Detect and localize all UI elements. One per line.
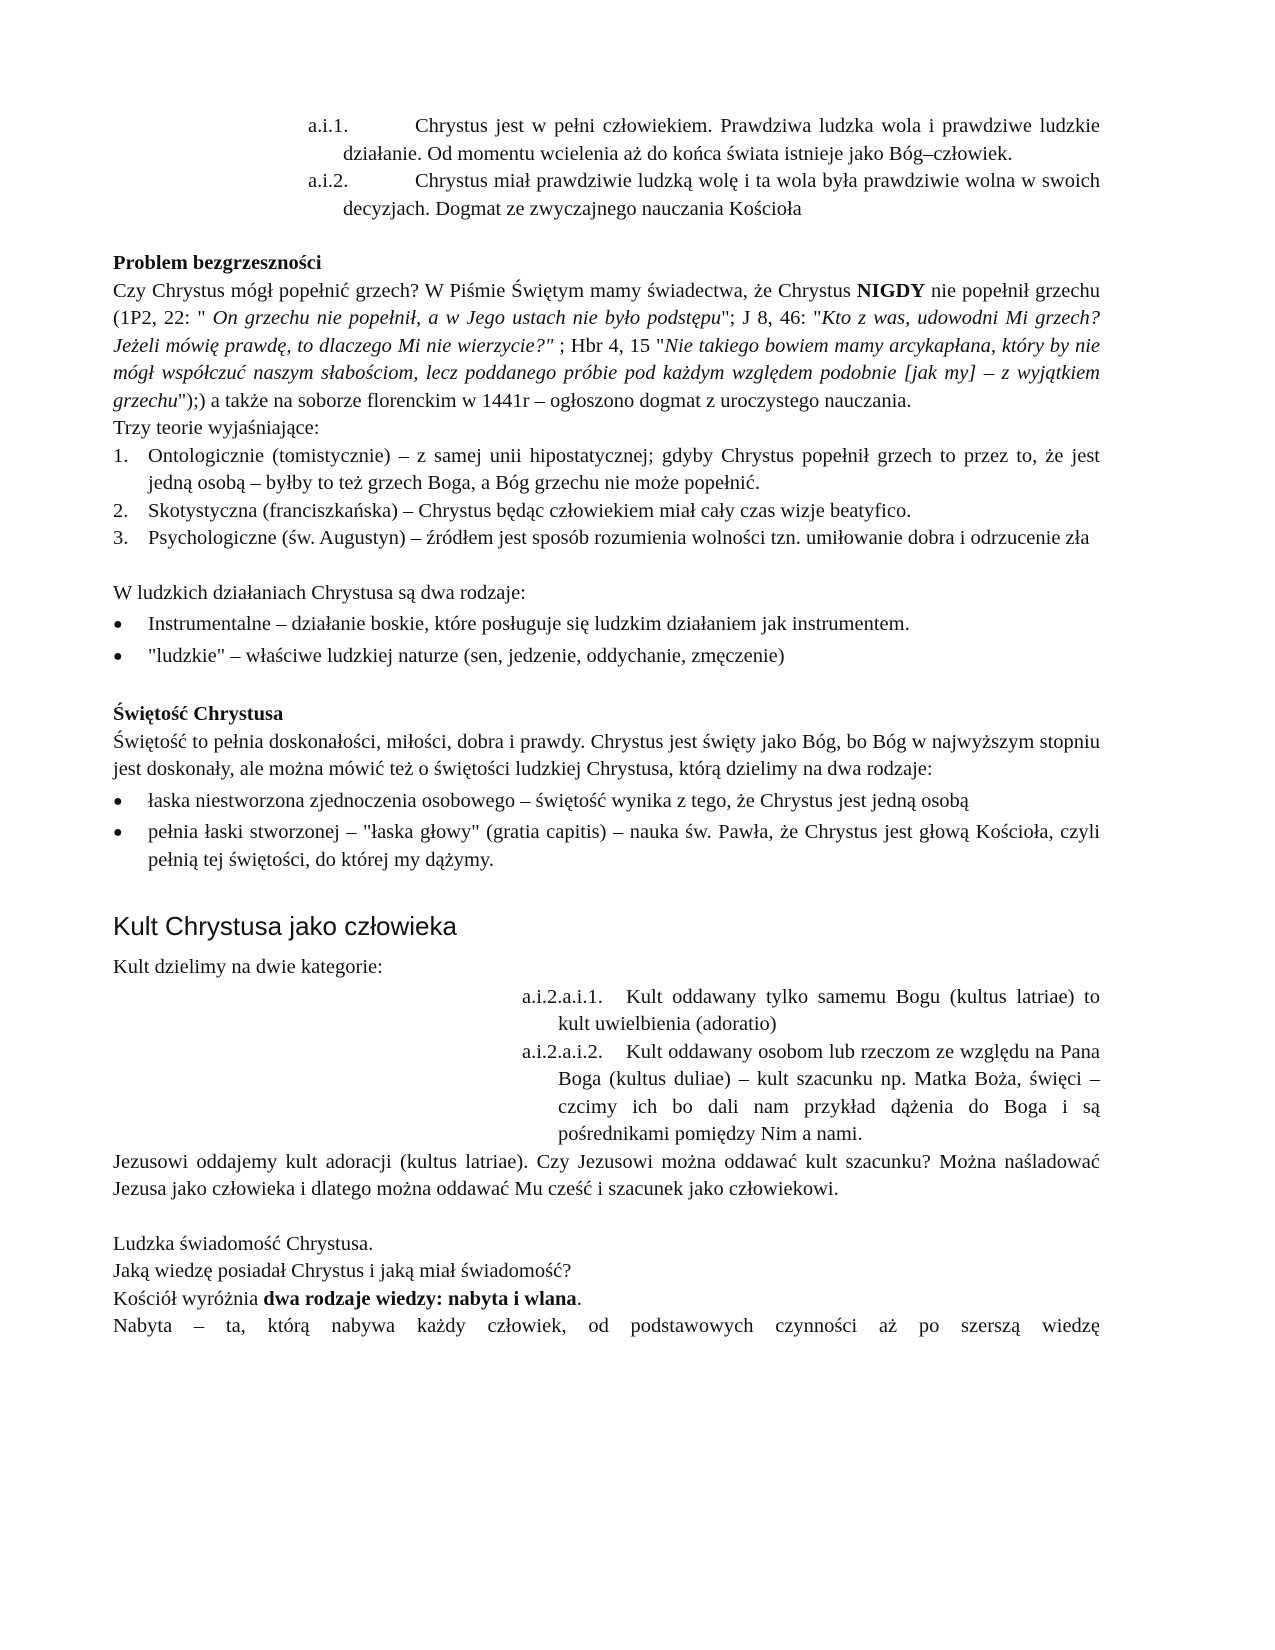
outline-item: a.i.2.a.i.2. Kult oddawany osobom lub rzeczom ze względu na Pana Boga (kultus duliae) – kult szacunku np. Matka Boża, święci – czcimy ich bo dali nam przykład dążenia do Boga i są pośrednikami pomiędzy Nim a nami. — [522, 1040, 1100, 1145]
list-item: ● pełnia łaski stworzonej – "łaska głowy" (gratia capitis) – nauka św. Pawła, że Chrystus jest głową Kościoła, czyli pełnią tej świętości, do której my dążymy. — [113, 821, 1100, 871]
section-heading: Kult Chrystusa jako człowieka — [113, 911, 457, 941]
outline-text: Chrystus jest w pełni człowiekiem. Prawdziwa ludzka wola i prawdziwe ludzkie działanie. Od momentu wcielenia aż do końca świata istnieje jako Bóg–człowiek. — [343, 115, 1100, 165]
paragraph: W ludzkich działaniach Chrystusa są dwa rodzaje: — [113, 581, 526, 604]
bullet-icon: ● — [113, 824, 123, 841]
paragraph: Nabyta – ta, którą nabywa każdy człowiek, od podstawowych czynności aż po szerszą wiedzę — [113, 1315, 1100, 1337]
paragraph: Jaką wiedzę posiadał Chrystus i jaką miał świadomość? — [113, 1260, 572, 1282]
bullet-icon: ● — [113, 792, 123, 810]
paragraph: Jezusowi oddajemy kult adoracji (kultus latriae). Czy Jezusowi można oddawać kult szacunku? Można naśladować Jezusa jako człowieka i dlatego można oddawać Mu cześć i szacunek jako człowiekowi. — [113, 1150, 1100, 1200]
outline-item — [113, 168, 1100, 223]
list-item: 1. Ontologicznie (tomistycznie) – z samej unii hipostatycznej; gdyby Chrystus popełnił grzech to przez to, że jest jedną osobą – byłby to też grzech Boga, a Bóg grzechu nie może popełnić. — [113, 444, 1100, 494]
outline-label: a.i.1. — [308, 115, 349, 137]
list-item: ● "ludzkie" – właściwe ludzkiej naturze (sen, jedzenie, oddychanie, zmęczenie) — [113, 643, 1100, 671]
paragraph: Kult dzielimy na dwie kategorie: — [113, 956, 383, 978]
paragraph: Ludzka świadomość Chrystusa. — [113, 1232, 374, 1255]
document-page — [113, 113, 1100, 1341]
outline-text: Chrystus miał prawdziwie ludzką wolę i ta wola była prawdziwie wolna w swoich decyzjach. Dogmat ze zwyczajnego nauczania Kościoła — [343, 170, 1100, 220]
paragraph: Świętość to pełnia doskonałości, miłości, dobra i prawdy. Chrystus jest święty jako Bóg, bo Bóg w najwyższym stopniu jest doskonały, ale można mówić też o świętości ludzkiej Chrystusa, którą dzielimy na dwa rodzaje: — [113, 730, 1100, 780]
bullet-icon: ● — [113, 647, 123, 665]
sub-outline — [522, 984, 1100, 1149]
section-heading: Świętość Chrystusa — [113, 703, 284, 725]
paragraph: Kościół wyróżnia dwa rodzaje wiedzy: nabyta i wlana. — [113, 1287, 582, 1310]
list-item: ● łaska niestworzona zjednoczenia osobowego – świętość wynika z tego, że Chrystus jest jedną osobą — [113, 788, 1100, 816]
section-heading: Problem bezgrzeszności — [113, 252, 322, 274]
outline-label: a.i.2. — [308, 170, 349, 192]
list-item: 3. Psychologiczne (św. Augustyn) – źródłem jest sposób rozumienia wolności tzn. umiłowanie dobra i odrzucenie zła — [113, 527, 1090, 549]
bullet-icon: ● — [113, 616, 123, 633]
paragraph: Trzy teorie wyjaśniające: — [113, 417, 320, 439]
list-item: 2. Skotystyczna (franciszkańska) – Chrystus będąc człowiekiem miał cały czas wizje beatyfico. — [113, 499, 912, 522]
list-item: ● Instrumentalne – działanie boskie, które posługuje się ludzkim działaniem jak instrumentem. — [113, 611, 1100, 639]
outline-item: a.i.2.a.i.1. Kult oddawany tylko samemu Bogu (kultus latriae) to kult uwielbienia (adoratio) — [522, 985, 1100, 1035]
outline-item — [113, 113, 1100, 168]
paragraph: Czy Chrystus mógł popełnić grzech? W Piśmie Świętym mamy świadectwa, że Chrystus NIGDY nie popełnił grzechu (1P2, 22: " On grzechu nie popełnił, a w Jego ustach nie było podstępu"; J 8, 46: "Kto z was, udowodni Mi grzech? Jeżeli mówię prawdę, to dlaczego Mi nie wierzycie?" ; Hbr 4, 15 "Nie takiego bowiem mamy arcykapłana, który by nie mógł współczuć naszym słabościom, lecz poddanego próbie pod każdym względem podobnie [jak my] – z wyjątkiem grzechu");) a także na soborze florenckim w 1441r – ogłoszono dogmat z uroczystego nauczania. — [113, 279, 1100, 412]
